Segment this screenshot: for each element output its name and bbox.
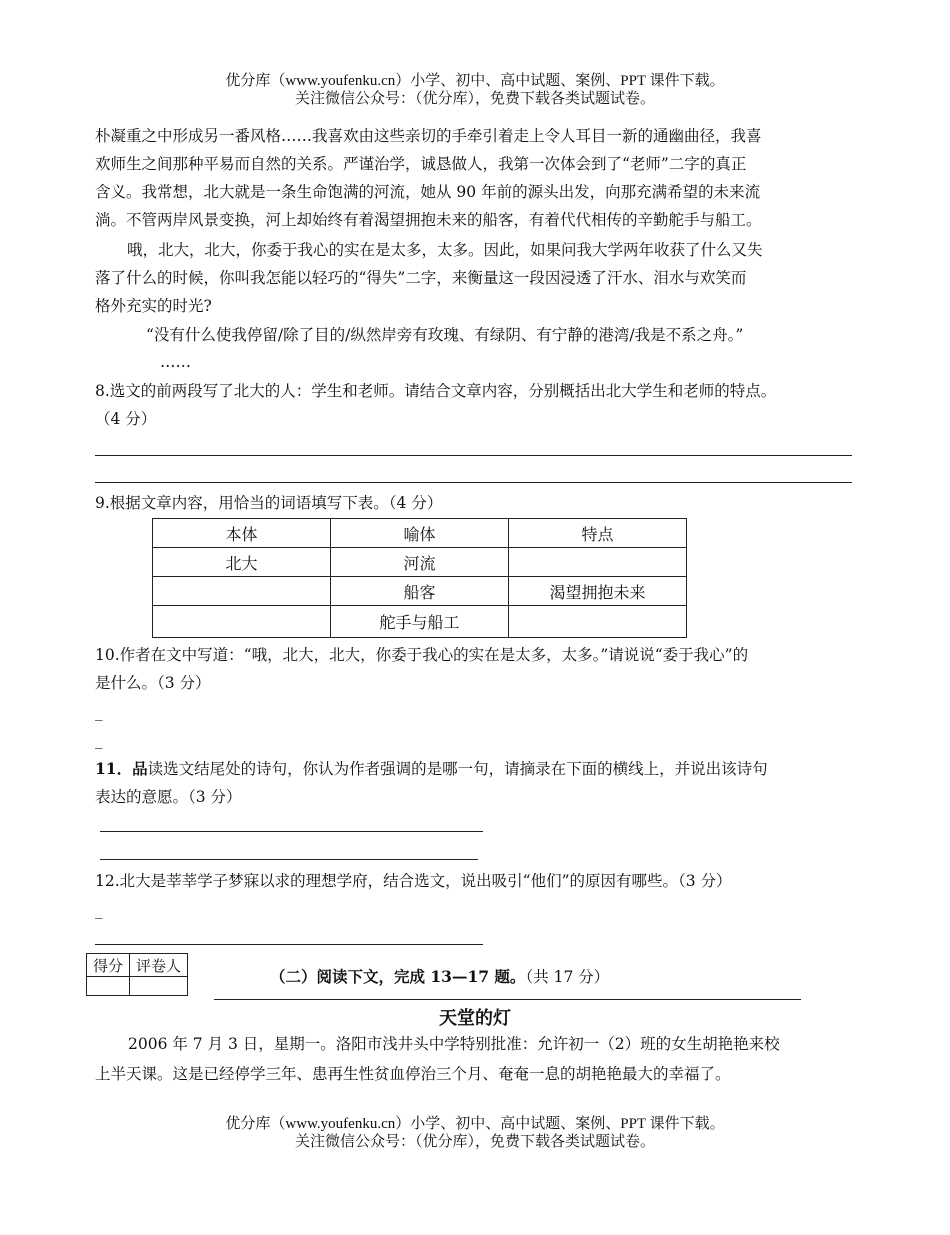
metaphor-table — [152, 518, 687, 638]
table-cell: 舵手与船工 — [331, 606, 509, 638]
question-10-line-1: 10.作者在文中写道：“哦，北大，北大，你委于我心的实在是太多，太多。”请说说“委于我心”的 — [95, 646, 749, 664]
footer-line-1: 优分库（www.youfenku.cn）小学、初中、高中试题、案例、PPT 课件下载。 — [225, 1116, 725, 1132]
score-field[interactable] — [87, 977, 130, 996]
section-2-heading — [270, 965, 609, 987]
question-8-line-2: （4 分） — [95, 410, 157, 428]
grader-field[interactable] — [130, 977, 188, 996]
question-11-prefix: 11．品 — [95, 759, 148, 778]
header-line-2: 关注微信公众号：（优分库），免费下载各类试题试卷。 — [294, 91, 655, 107]
section-divider — [214, 999, 801, 1000]
table-cell: 北大 — [153, 548, 331, 577]
passage-p2-line-2: 落了什么的时候，你叫我怎能以轻巧的“得失”二字，来衡量这一段因浸透了汗水、泪水与欢笑而 — [95, 269, 747, 287]
table-cell-blank[interactable] — [153, 577, 331, 606]
table-header-row — [153, 519, 687, 548]
passage-p2-line-1: 哦，北大，北大，你委于我心的实在是太多，太多。因此，如果问我大学两年收获了什么又失 — [127, 241, 763, 259]
answer-line-q8-2[interactable] — [95, 482, 852, 483]
table-cell: 河流 — [331, 548, 509, 577]
passage-p1-line-3: 含义。我常想，北大就是一条生命饱满的河流，她从 90 年前的源头出发，向那充满希望的未来流 — [95, 183, 761, 201]
table-cell-blank[interactable] — [509, 606, 687, 638]
table-header-cell: 本体 — [153, 519, 331, 548]
passage-p1-line-2: 欢师生之间那种平易而自然的关系。严谨治学，诚恳做人，我第一次体会到了“老师”二字的真正 — [95, 155, 747, 173]
question-11-line-1 — [95, 755, 768, 783]
table-row — [153, 548, 687, 577]
passage-poem: “没有什么使我停留/除了目的/纵然岸旁有玫瑰、有绿阴、有宁静的港湾/我是不系之舟。” — [146, 326, 744, 344]
question-11-text: 读选文结尾处的诗句，你认为作者强调的是哪一句，请摘录在下面的横线上，并说出该诗句 — [147, 760, 768, 778]
answer-mark-q12: _ — [95, 901, 103, 919]
score-box — [86, 953, 188, 996]
table-row — [153, 577, 687, 606]
passage-ellipsis: …… — [160, 353, 191, 371]
answer-mark-q10-2: _ — [95, 731, 103, 749]
question-9: 9.根据文章内容，用恰当的词语填写下表。（4 分） — [95, 494, 443, 512]
answer-line-q8-1[interactable] — [95, 455, 852, 456]
passage-p2-line-3: 格外充实的时光? — [95, 297, 212, 315]
table-header-cell: 特点 — [509, 519, 687, 548]
answer-line-q11-2[interactable] — [100, 859, 478, 860]
question-10-line-2: 是什么。（3 分） — [95, 674, 211, 692]
story-title: 天堂的灯 — [439, 1008, 511, 1029]
section-2-heading-text: （二）阅读下文，完成 13—17 题。 — [270, 967, 526, 986]
table-cell: 渴望拥抱未来 — [509, 577, 687, 606]
table-cell: 船客 — [331, 577, 509, 606]
question-12: 12.北大是莘莘学子梦寐以求的理想学府，结合选文，说出吸引“他们”的原因有哪些。（3 分） — [95, 872, 732, 890]
table-row — [153, 606, 687, 638]
score-label: 得分 — [87, 954, 130, 977]
grader-label: 评卷人 — [130, 954, 188, 977]
answer-line-q12[interactable] — [95, 944, 483, 945]
question-11-line-2: 表达的意愿。（3 分） — [95, 788, 242, 806]
passage-p1-line-4: 淌。不管两岸风景变换，河上却始终有着渴望拥抱未来的船客，有着代代相传的辛勤舵手与船工。 — [95, 211, 762, 229]
section-2-points: （共 17 分） — [525, 968, 610, 986]
answer-mark-q10-1: _ — [95, 703, 103, 721]
story-line-2: 上半天课。这是已经停学三年、患再生性贫血停治三个月、奄奄一息的胡艳艳最大的幸福了。 — [95, 1065, 731, 1083]
table-header-cell: 喻体 — [331, 519, 509, 548]
table-cell-blank[interactable] — [153, 606, 331, 638]
header-line-1: 优分库（www.youfenku.cn）小学、初中、高中试题、案例、PPT 课件下载。 — [225, 73, 725, 89]
question-8-line-1: 8.选文的前两段写了北大的人：学生和老师。请结合文章内容，分别概括出北大学生和老师的特点。 — [95, 382, 777, 400]
story-line-1: 2006 年 7 月 3 日，星期一。洛阳市浅井头中学特别批准：允许初一（2）班的女生胡艳艳来校 — [128, 1035, 780, 1053]
table-cell-blank[interactable] — [509, 548, 687, 577]
answer-line-q11-1[interactable] — [100, 831, 483, 832]
footer-line-2: 关注微信公众号：（优分库），免费下载各类试题试卷。 — [294, 1134, 655, 1150]
passage-p1-line-1: 朴凝重之中形成另一番风格……我喜欢由这些亲切的手牵引着走上令人耳目一新的通幽曲径，我喜 — [95, 127, 762, 145]
